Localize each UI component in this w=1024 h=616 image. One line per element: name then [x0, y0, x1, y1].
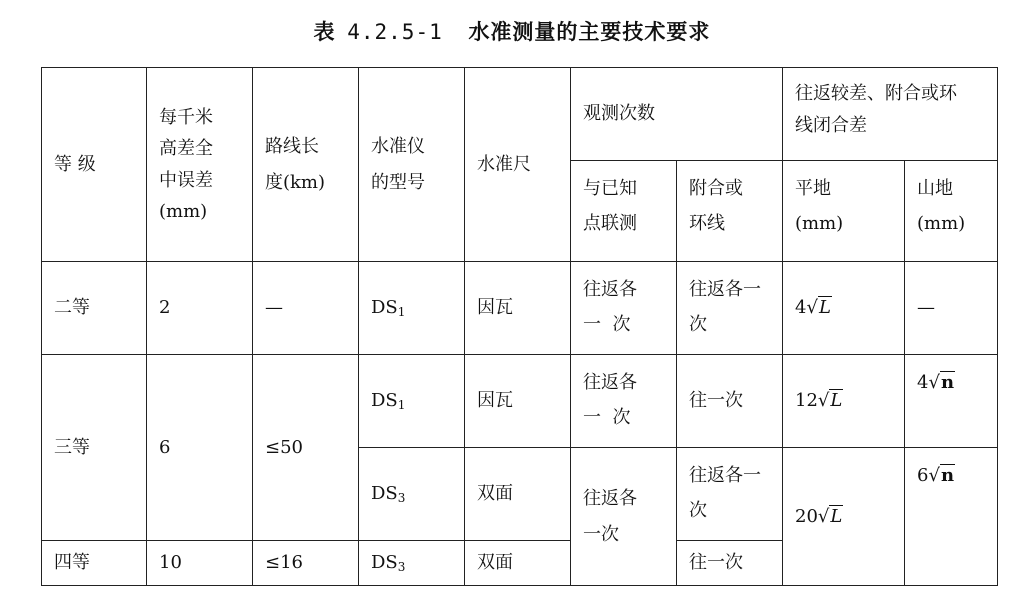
header-obs-loop: 附合或 环线 — [677, 161, 783, 262]
cell-obs-loop: 往返各一 次 — [677, 448, 783, 541]
cell-obs-known: 往返各 一 次 — [571, 355, 677, 448]
cell-obs-loop: 往返各一 次 — [677, 262, 783, 355]
cell-mountain: 6√n — [905, 448, 998, 586]
header-route-length: 路线长 度(km) — [253, 68, 359, 262]
header-closure-difference: 往返较差、附合或环 线闭合差 — [783, 68, 998, 161]
caption-number: 4.2.5-1 — [347, 20, 443, 44]
cell-flat: 20√L — [783, 448, 905, 586]
header-flat: 平地 (mm) — [783, 161, 905, 262]
cell-obs-loop: 往一次 — [677, 355, 783, 448]
cell-obs-loop: 往一次 — [677, 541, 783, 586]
cell-model: $DS_1$ — [359, 355, 465, 448]
cell-grade: 二等 — [42, 262, 147, 355]
header-observation-count: 观测次数 — [571, 68, 783, 161]
cell-model: $DS_3$ — [359, 448, 465, 541]
cell-length: ≤16 — [253, 541, 359, 586]
cell-flat: 12√L — [783, 355, 905, 448]
cell-error: 2 — [147, 262, 253, 355]
cell-obs-known: 往返各 一 次 — [571, 262, 677, 355]
table-caption — [0, 16, 1024, 46]
header-mountain: 山地 (mm) — [905, 161, 998, 262]
cell-staff: 因瓦 — [465, 262, 571, 355]
cell-length: — — [253, 262, 359, 355]
cell-mountain: — — [905, 262, 998, 355]
caption-title: 水准测量的主要技术要求 — [468, 20, 711, 44]
cell-staff: 双面 — [465, 448, 571, 541]
header-grade: 等 级 — [42, 68, 147, 262]
table-row — [42, 355, 998, 448]
cell-mountain: 4√n — [905, 355, 998, 448]
header-error: 每千米 高差全 中误差 (mm) — [147, 68, 253, 262]
cell-error: 10 — [147, 541, 253, 586]
header-staff: 水准尺 — [465, 68, 571, 262]
cell-model: $DS_1$ — [359, 262, 465, 355]
cell-model: $DS_3$ — [359, 541, 465, 586]
cell-staff: 因瓦 — [465, 355, 571, 448]
cell-length: ≤50 — [253, 355, 359, 541]
table-row — [42, 262, 998, 355]
header-obs-known-point: 与已知 点联测 — [571, 161, 677, 262]
cell-staff: 双面 — [465, 541, 571, 586]
leveling-spec-table — [41, 67, 998, 586]
cell-flat: 4√L — [783, 262, 905, 355]
cell-error: 6 — [147, 355, 253, 541]
caption-prefix: 表 — [313, 20, 336, 44]
header-level-model: 水准仪 的型号 — [359, 68, 465, 262]
cell-obs-known: 往返各 一次 — [571, 448, 677, 586]
cell-grade: 三等 — [42, 355, 147, 541]
cell-grade: 四等 — [42, 541, 147, 586]
